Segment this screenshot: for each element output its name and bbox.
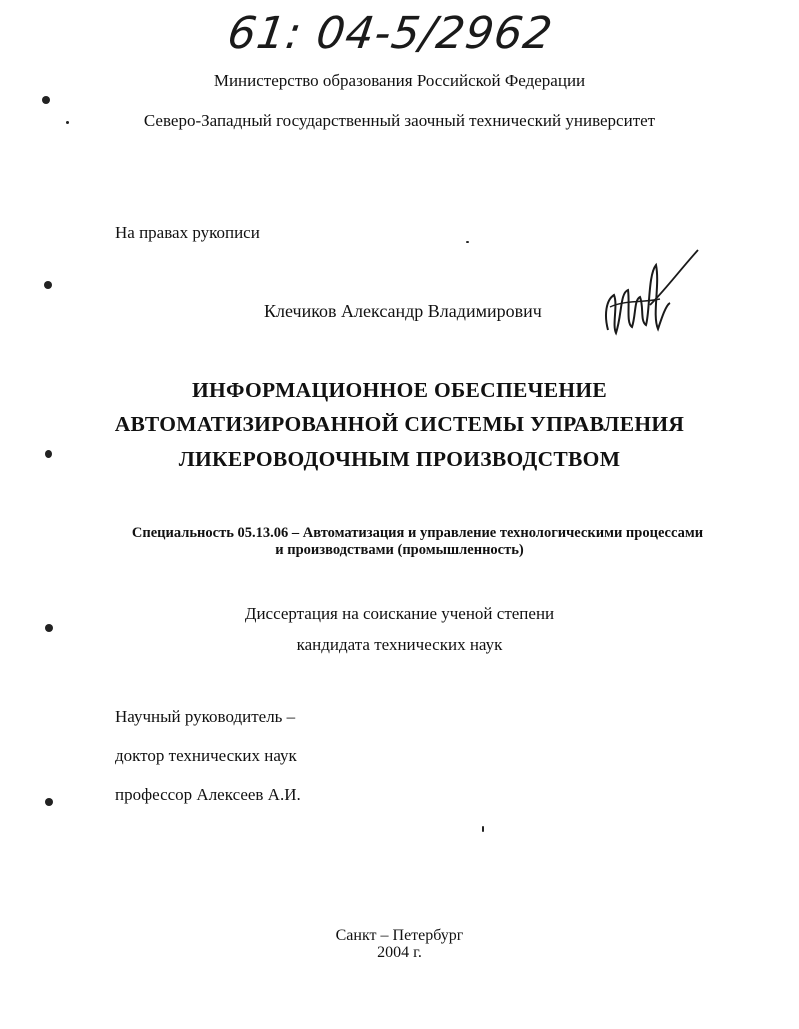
ministry-line: Министерство образования Российской Федерации — [213, 71, 586, 90]
dissertation-line-2: кандидата технических наук — [296, 635, 503, 654]
title-line-1: ИНФОРМАЦИОННОЕ ОБЕСПЕЧЕНИЕ — [191, 378, 608, 402]
signature-image — [600, 245, 705, 345]
manuscript-rights: На правах рукописи — [115, 223, 260, 242]
university-line: Северо-Западный государственный заочный технический университет — [143, 111, 656, 130]
supervisor-line-2: доктор технических наук — [115, 746, 297, 765]
city: Санкт – Петербург — [335, 927, 464, 944]
scan-speck — [45, 450, 52, 458]
scan-speck — [44, 281, 52, 289]
scan-speck — [45, 624, 53, 632]
scan-speck — [45, 798, 53, 806]
specialty-line-2: и производствами (промышленность) — [275, 542, 524, 558]
supervisor-line-3: профессор Алексеев А.И. — [115, 785, 301, 804]
title-line-3: ЛИКЕРОВОДОЧНЫМ ПРОИЗВОДСТВОМ — [178, 447, 621, 471]
scan-speck — [466, 241, 469, 243]
archive-number: 61: 04-5/2962 — [224, 8, 557, 59]
scan-speck — [482, 826, 484, 832]
scan-speck — [66, 121, 69, 124]
scan-speck — [42, 96, 50, 104]
supervisor-line-1: Научный руководитель – — [115, 707, 296, 726]
title-line-2: АВТОМАТИЗИРОВАННОЙ СИСТЕМЫ УПРАВЛЕНИЯ — [114, 412, 685, 436]
year: 2004 г. — [377, 944, 422, 961]
specialty-line-1: Специальность 05.13.06 – Автоматизация и управление технологическими процессами — [131, 525, 704, 541]
dissertation-line-1: Диссертация на соискание ученой степени — [244, 604, 555, 623]
author-name: Клечиков Александр Владимирович — [264, 301, 542, 321]
